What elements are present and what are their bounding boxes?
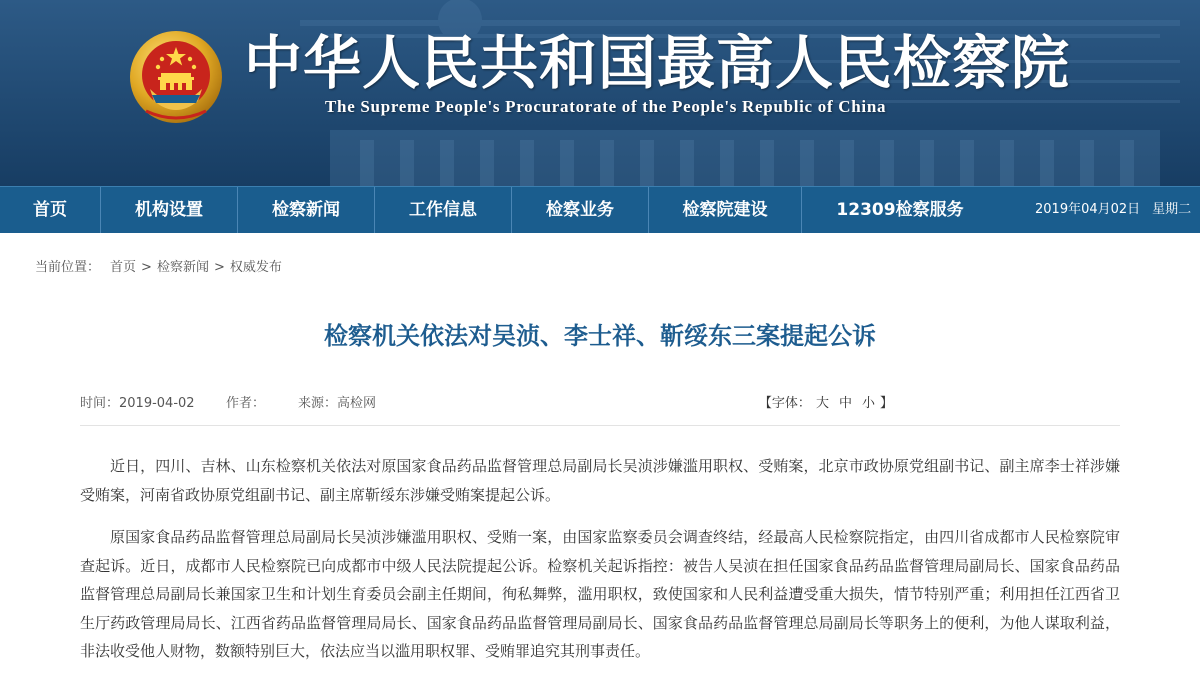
nav-item-home[interactable]: 首页 [33,200,67,220]
article-title: 检察机关依法对吴浈、李士祥、靳绥东三案提起公诉 [324,321,876,350]
time-value: 2019-04-02 [119,396,195,411]
breadcrumb-separator: > [141,260,152,275]
nav-item-work-info[interactable]: 工作信息 [409,200,477,220]
source-value: 高检网 [337,396,377,411]
article-paragraph: 近日，四川、吉林、山东检察机关依法对原国家食品药品监督管理总局副局长吴浈涉嫌滥用职权、受贿案，北京市政协原党组副书记、副主席李士祥涉嫌受贿案，河南省政协原党组副书记、副主席靳绥东涉嫌受贿案提起公诉。 [80,457,1120,504]
author-label: 作者： [226,396,266,411]
nav-item-12309-service[interactable]: 12309检察服务 [836,200,964,220]
breadcrumb-link-news[interactable]: 检察新闻 [156,260,209,275]
breadcrumb-label: 当前位置： [35,260,101,275]
nav-date [1035,187,1191,233]
nav-item-news[interactable]: 检察新闻 [272,200,340,220]
time-label: 时间： [80,396,120,411]
meta-divider [80,425,1120,426]
procuratorate-emblem-icon [128,29,224,125]
article-body [80,452,1120,680]
nav-item-construction[interactable]: 检察院建设 [682,200,768,220]
header-banner [0,0,1200,186]
breadcrumb-link-authoritative[interactable]: 权威发布 [229,260,282,275]
article-meta [80,392,1120,412]
font-size-large-button[interactable]: 大 [815,396,829,411]
font-size-open: 【字体： [758,396,811,411]
nav-item-organization[interactable]: 机构设置 [135,200,203,220]
breadcrumb-link-home[interactable]: 首页 [110,260,137,275]
font-size-close: 】 [879,396,893,411]
main-nav [0,186,1200,233]
font-size-medium-button[interactable]: 中 [838,396,852,411]
current-weekday: 星期二 [1152,202,1192,217]
article-source [298,392,376,411]
breadcrumb-separator: > [213,260,225,275]
breadcrumb [35,256,282,275]
source-label: 来源： [298,396,338,411]
current-date: 2019年04月02日 [1035,202,1141,217]
font-size-small-button[interactable]: 小 [861,396,875,411]
site-title: 中华人民共和国最高人民检察院 [244,29,1071,97]
nav-item-business[interactable]: 检察业务 [546,200,614,220]
article-author [226,392,265,411]
font-size-switcher [759,392,893,411]
site-subtitle: The Supreme People's Procuratorate of the People's Republic of China [325,97,887,116]
article-time [80,392,195,411]
article-paragraph: 原国家食品药品监督管理总局副局长吴浈涉嫌滥用职权、受贿一案，由国家监察委员会调查终结，经最高人民检察院指定，由四川省成都市人民检察院审查起诉。近日，成都市人民检察院已向成都市中级人民法院提起公诉。检察机关起诉指控：被告人吴浈在担任国家食品药品监督管理局副局长、国家食品药品监督管理总局副局长兼国家卫生和计划生育委员会副主任期间，徇私舞弊，滥用职权，致使国家和人民利益遭受重大损失，情节特别严重；利用担任江西省卫生厅药政管理局局长、江西省药品监督管理局局长、国家食品药品监督管理局副局长、国家食品药品监督管理总局副局长等职务上的便利，为他人谋取利益，非法收受他人财物，数额特别巨大，依法应当以滥用职权罪、受贿罪追究其刑事责任。 [80,528,1120,660]
